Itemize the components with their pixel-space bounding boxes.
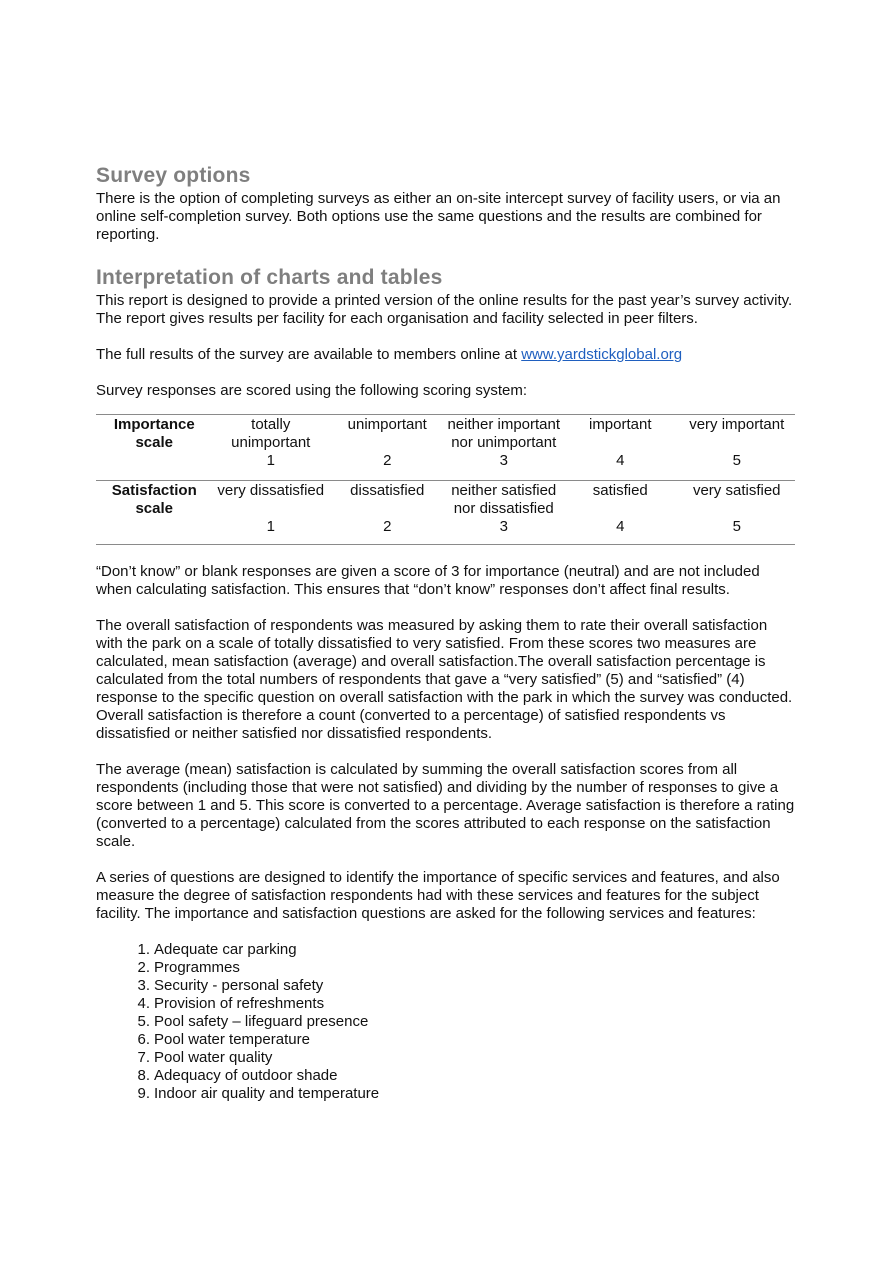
- list-item-text: Pool water temperature: [154, 1031, 310, 1048]
- interpretation-heading: Interpretation of charts and tables: [96, 266, 443, 289]
- yardstick-link[interactable]: www.yardstickglobal.org: [521, 346, 683, 363]
- overall-satisfaction-paragraph: The overall satisfaction of respondents was measured by asking them to rate their overall satisfaction with the park on a scale of totally dissatisfied to very satisfied. From these scores two measures are calculated, mean satisfaction (average) and overall satisfaction.The overall satisfaction percentage is calculated from the total numbers of respondents that gave a “very satisfied” (5) and “satisfied” (4) response to the specific question on overall satisfaction with the park in which the survey was conducted. Overall satisfaction is therefore a count (converted to a percentage) of satisfied respondents vs dissatisfied or neither satisfied nor dissatisfied respondents.: [96, 617, 793, 742]
- scoring-intro-paragraph: Survey responses are scored using the following scoring system:: [96, 382, 528, 399]
- satisfaction-label-cell: very dissatisfied: [217, 482, 325, 499]
- importance-label-cell: unimportant: [329, 415, 446, 453]
- satisfaction-score-cell: 5: [679, 518, 796, 545]
- satisfaction-score-cell: 4: [562, 518, 679, 545]
- importance-label-row: [96, 415, 795, 453]
- list-item-number: 1.: [137, 941, 150, 958]
- importance-label-cell: totally unimportant: [213, 415, 330, 453]
- document-page: [96, 162, 796, 1103]
- satisfaction-score-cell: 1: [213, 518, 330, 545]
- satisfaction-label-cell: dissatisfied: [350, 482, 425, 499]
- list-item-number: 6.: [137, 1031, 150, 1048]
- list-item: [96, 1031, 796, 1049]
- list-item: [96, 941, 796, 959]
- list-item-number: 9.: [137, 1085, 150, 1102]
- scoring-scale-table: [96, 414, 795, 545]
- list-item-number: 5.: [137, 1013, 150, 1030]
- importance-label-cell: neither important nor unimportant: [447, 416, 561, 451]
- average-satisfaction-paragraph: The average (mean) satisfaction is calculated by summing the overall satisfaction scores from all respondents (including those that were not satisfied) and dividing by the number of responses to give a score between 1 and 5. This score is converted to a percentage. Average satisfaction is therefore a rating (converted to a percentage) calculated from the scores attributed to each response on the satisfaction scale.: [96, 761, 795, 850]
- satisfaction-score-cell: 2: [329, 518, 446, 545]
- list-item: [96, 1067, 796, 1085]
- list-item: [96, 1085, 796, 1103]
- series-questions-paragraph: A series of questions are designed to identify the importance of specific services and features, and also measure the degree of satisfaction respondents had with these services and features for the subject facility. The importance and satisfaction questions are asked for the following services and features:: [96, 869, 780, 922]
- list-item-number: 2.: [137, 959, 150, 976]
- satisfaction-label-cell: neither satisfied nor dissatisfied: [451, 482, 557, 517]
- importance-score-cell: 2: [329, 452, 446, 481]
- satisfaction-label-cell: satisfied: [592, 482, 648, 499]
- satisfaction-score-cell: 3: [446, 518, 563, 545]
- list-item-text: Programmes: [154, 959, 240, 976]
- satisfaction-score-row: [96, 518, 795, 545]
- list-item-text: Pool safety – lifeguard presence: [154, 1013, 369, 1030]
- dont-know-paragraph: “Don’t know” or blank responses are given a score of 3 for importance (neutral) and are not included when calculating satisfaction. This ensures that “don’t know” responses don’t affect final results.: [96, 563, 760, 598]
- list-item-number: 4.: [137, 995, 150, 1012]
- list-item: [96, 1049, 796, 1067]
- full-results-text: The full results of the survey are available to members online at: [96, 346, 522, 363]
- importance-score-cell: 3: [446, 452, 563, 481]
- list-item: [96, 959, 796, 977]
- list-item-number: 7.: [137, 1049, 150, 1066]
- satisfaction-scale-label: Satisfaction scale: [111, 482, 197, 517]
- importance-score-cell: 4: [562, 452, 679, 481]
- list-item-text: Indoor air quality and temperature: [154, 1085, 380, 1102]
- list-item-text: Pool water quality: [154, 1049, 273, 1066]
- survey-options-paragraph: There is the option of completing surveys as either an on-site intercept survey of facility users, or via an online self-completion survey. Both options use the same questions and the results are combined for reporting.: [96, 190, 781, 243]
- satisfaction-label-cell: very satisfied: [692, 482, 781, 499]
- interpretation-paragraph: This report is designed to provide a printed version of the online results for the past year’s survey activity. The report gives results per facility for each organisation and facility selected in peer filters.: [96, 292, 793, 327]
- list-item: [96, 977, 796, 995]
- list-item-text: Provision of refreshments: [154, 995, 325, 1012]
- features-list: [96, 941, 796, 1103]
- importance-score-cell: 5: [679, 452, 796, 481]
- list-item: [96, 995, 796, 1013]
- list-item-text: Adequacy of outdoor shade: [154, 1067, 338, 1084]
- list-item-text: Adequate car parking: [154, 941, 297, 958]
- list-item-number: 3.: [137, 977, 150, 994]
- importance-score-row: [96, 452, 795, 481]
- importance-label-cell: very important: [679, 415, 796, 453]
- full-results-paragraph: [96, 346, 796, 364]
- list-item-number: 8.: [137, 1067, 150, 1084]
- list-item: [96, 1013, 796, 1031]
- importance-scale-label: Importance scale: [96, 415, 213, 453]
- survey-options-heading: Survey options: [96, 164, 251, 187]
- importance-label-cell: important: [562, 415, 679, 453]
- list-item-text: Security - personal safety: [154, 977, 324, 994]
- satisfaction-label-row: [96, 481, 795, 519]
- importance-score-cell: 1: [213, 452, 330, 481]
